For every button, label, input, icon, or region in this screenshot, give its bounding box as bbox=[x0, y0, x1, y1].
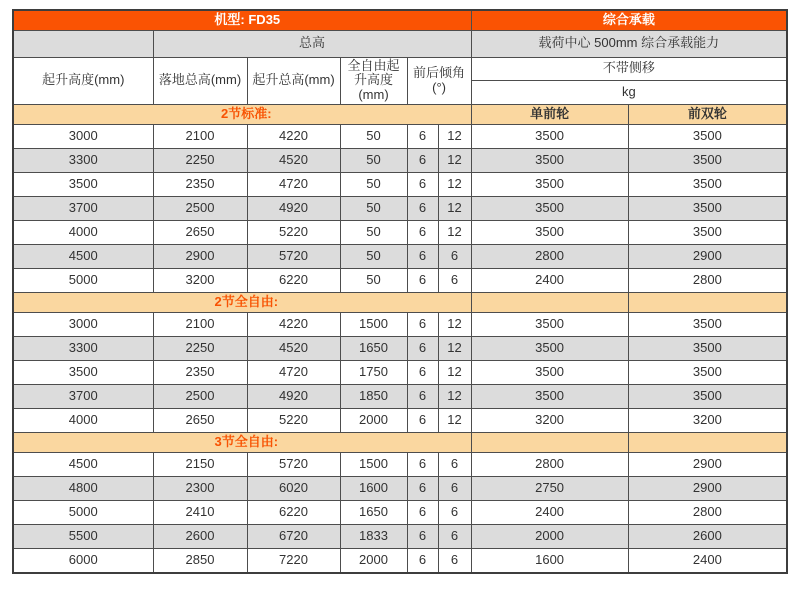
data-cell: 2500 bbox=[153, 385, 247, 409]
data-cell: 3500 bbox=[628, 337, 787, 361]
data-cell: 3500 bbox=[628, 361, 787, 385]
data-cell: 5000 bbox=[13, 501, 153, 525]
wheel-column-header: 前双轮 bbox=[628, 105, 787, 125]
data-cell: 6 bbox=[407, 269, 438, 293]
data-cell: 2900 bbox=[628, 245, 787, 269]
extended-height-header: 起升总高(mm) bbox=[247, 57, 340, 105]
data-cell: 3500 bbox=[628, 221, 787, 245]
data-cell: 2900 bbox=[153, 245, 247, 269]
data-cell: 2350 bbox=[153, 173, 247, 197]
section-filler-cell bbox=[628, 293, 787, 313]
data-row bbox=[13, 197, 787, 221]
data-cell: 2650 bbox=[153, 409, 247, 433]
data-cell: 12 bbox=[438, 125, 471, 149]
data-cell: 6 bbox=[407, 477, 438, 501]
data-cell: 3300 bbox=[13, 337, 153, 361]
data-cell: 6 bbox=[407, 501, 438, 525]
data-cell: 50 bbox=[340, 221, 407, 245]
data-row bbox=[13, 409, 787, 433]
data-cell: 6720 bbox=[247, 525, 340, 549]
data-cell: 6 bbox=[407, 173, 438, 197]
data-cell: 12 bbox=[438, 197, 471, 221]
data-cell: 7220 bbox=[247, 549, 340, 573]
column-header-row bbox=[13, 57, 787, 81]
data-cell: 3500 bbox=[471, 221, 628, 245]
data-cell: 3500 bbox=[471, 173, 628, 197]
data-cell: 6 bbox=[438, 245, 471, 269]
data-cell: 6 bbox=[407, 549, 438, 573]
data-cell: 3700 bbox=[13, 385, 153, 409]
data-cell: 1650 bbox=[340, 337, 407, 361]
data-cell: 3500 bbox=[471, 313, 628, 337]
total-height-header: 总高 bbox=[153, 30, 471, 57]
data-cell: 3200 bbox=[471, 409, 628, 433]
data-cell: 6 bbox=[407, 245, 438, 269]
data-cell: 2250 bbox=[153, 337, 247, 361]
data-cell: 12 bbox=[438, 221, 471, 245]
data-cell: 2250 bbox=[153, 149, 247, 173]
model-title: 机型: FD35 bbox=[13, 10, 471, 30]
section-header-row bbox=[13, 433, 787, 453]
data-cell: 2410 bbox=[153, 501, 247, 525]
data-cell: 6 bbox=[407, 337, 438, 361]
data-cell: 4920 bbox=[247, 385, 340, 409]
section-filler-cell bbox=[471, 433, 628, 453]
spec-table bbox=[12, 9, 788, 574]
combined-load-title: 综合承载 bbox=[471, 10, 787, 30]
data-cell: 5000 bbox=[13, 269, 153, 293]
data-cell: 3200 bbox=[153, 269, 247, 293]
data-row bbox=[13, 501, 787, 525]
data-cell: 4920 bbox=[247, 197, 340, 221]
data-cell: 50 bbox=[340, 245, 407, 269]
data-cell: 4220 bbox=[247, 125, 340, 149]
data-cell: 3000 bbox=[13, 313, 153, 337]
data-cell: 1500 bbox=[340, 313, 407, 337]
data-cell: 3500 bbox=[13, 361, 153, 385]
data-cell: 2400 bbox=[471, 501, 628, 525]
data-cell: 3500 bbox=[471, 385, 628, 409]
data-cell: 2800 bbox=[471, 453, 628, 477]
data-cell: 4000 bbox=[13, 221, 153, 245]
data-cell: 2150 bbox=[153, 453, 247, 477]
data-cell: 2000 bbox=[340, 549, 407, 573]
data-cell: 4720 bbox=[247, 361, 340, 385]
data-cell: 2900 bbox=[628, 453, 787, 477]
data-cell: 2400 bbox=[471, 269, 628, 293]
data-cell: 1500 bbox=[340, 453, 407, 477]
data-cell: 50 bbox=[340, 125, 407, 149]
data-cell: 2800 bbox=[628, 501, 787, 525]
data-cell: 12 bbox=[438, 149, 471, 173]
data-cell: 6 bbox=[407, 125, 438, 149]
data-cell: 2600 bbox=[153, 525, 247, 549]
data-cell: 6 bbox=[438, 269, 471, 293]
free-lift-height-header: 全自由起升高度(mm) bbox=[340, 57, 407, 105]
data-row bbox=[13, 313, 787, 337]
data-cell: 3500 bbox=[628, 173, 787, 197]
data-cell: 3500 bbox=[628, 125, 787, 149]
section-header-row bbox=[13, 105, 787, 125]
data-cell: 6 bbox=[407, 197, 438, 221]
data-cell: 6 bbox=[407, 361, 438, 385]
data-row bbox=[13, 525, 787, 549]
data-cell: 2100 bbox=[153, 125, 247, 149]
no-sideshift-header: 不带侧移 bbox=[471, 57, 787, 81]
data-row bbox=[13, 453, 787, 477]
data-cell: 2800 bbox=[628, 269, 787, 293]
data-cell: 5720 bbox=[247, 453, 340, 477]
data-row bbox=[13, 477, 787, 501]
data-cell: 6 bbox=[407, 149, 438, 173]
data-cell: 2000 bbox=[340, 409, 407, 433]
data-cell: 3500 bbox=[628, 313, 787, 337]
data-row bbox=[13, 361, 787, 385]
data-cell: 4500 bbox=[13, 453, 153, 477]
data-row bbox=[13, 245, 787, 269]
table-body bbox=[13, 10, 787, 573]
section-header-row bbox=[13, 293, 787, 313]
unit-header: kg bbox=[471, 81, 787, 105]
data-cell: 2850 bbox=[153, 549, 247, 573]
data-cell: 3500 bbox=[628, 385, 787, 409]
data-cell: 12 bbox=[438, 337, 471, 361]
group-header-row bbox=[13, 30, 787, 57]
data-row bbox=[13, 549, 787, 573]
brand-row bbox=[13, 10, 787, 30]
data-cell: 4520 bbox=[247, 337, 340, 361]
data-cell: 3500 bbox=[471, 149, 628, 173]
data-cell: 2350 bbox=[153, 361, 247, 385]
data-row bbox=[13, 125, 787, 149]
data-cell: 1850 bbox=[340, 385, 407, 409]
data-cell: 3300 bbox=[13, 149, 153, 173]
load-center-header: 载荷中心 500mm 综合承载能力 bbox=[471, 30, 787, 57]
data-row bbox=[13, 269, 787, 293]
data-cell: 12 bbox=[438, 385, 471, 409]
data-cell: 3200 bbox=[628, 409, 787, 433]
data-cell: 3500 bbox=[471, 197, 628, 221]
data-cell: 5220 bbox=[247, 409, 340, 433]
data-cell: 6 bbox=[407, 409, 438, 433]
data-cell: 6000 bbox=[13, 549, 153, 573]
data-cell: 50 bbox=[340, 173, 407, 197]
data-cell: 3500 bbox=[628, 197, 787, 221]
data-cell: 6 bbox=[407, 525, 438, 549]
data-cell: 1600 bbox=[471, 549, 628, 573]
data-cell: 5220 bbox=[247, 221, 340, 245]
data-cell: 3500 bbox=[471, 361, 628, 385]
data-cell: 3500 bbox=[13, 173, 153, 197]
data-cell: 1833 bbox=[340, 525, 407, 549]
data-cell: 1750 bbox=[340, 361, 407, 385]
data-cell: 50 bbox=[340, 149, 407, 173]
data-cell: 2000 bbox=[471, 525, 628, 549]
section-title: 2节全自由: bbox=[13, 293, 471, 313]
section-filler-cell bbox=[471, 293, 628, 313]
section-title: 3节全自由: bbox=[13, 433, 471, 453]
data-cell: 3700 bbox=[13, 197, 153, 221]
data-cell: 1600 bbox=[340, 477, 407, 501]
data-row bbox=[13, 221, 787, 245]
data-cell: 3500 bbox=[628, 149, 787, 173]
data-cell: 4720 bbox=[247, 173, 340, 197]
data-row bbox=[13, 149, 787, 173]
data-cell: 6 bbox=[407, 453, 438, 477]
data-cell: 2300 bbox=[153, 477, 247, 501]
data-cell: 2600 bbox=[628, 525, 787, 549]
data-cell: 6 bbox=[438, 549, 471, 573]
data-cell: 6 bbox=[438, 477, 471, 501]
empty-corner-cell bbox=[13, 30, 153, 57]
data-cell: 12 bbox=[438, 173, 471, 197]
data-cell: 50 bbox=[340, 269, 407, 293]
data-cell: 2500 bbox=[153, 197, 247, 221]
data-cell: 2650 bbox=[153, 221, 247, 245]
data-cell: 4220 bbox=[247, 313, 340, 337]
data-cell: 4520 bbox=[247, 149, 340, 173]
data-cell: 4000 bbox=[13, 409, 153, 433]
data-cell: 6220 bbox=[247, 501, 340, 525]
data-cell: 5720 bbox=[247, 245, 340, 269]
data-cell: 2750 bbox=[471, 477, 628, 501]
data-cell: 3500 bbox=[471, 337, 628, 361]
data-cell: 6 bbox=[438, 525, 471, 549]
data-cell: 6 bbox=[438, 453, 471, 477]
data-cell: 5500 bbox=[13, 525, 153, 549]
data-cell: 2100 bbox=[153, 313, 247, 337]
data-row bbox=[13, 385, 787, 409]
data-cell: 2900 bbox=[628, 477, 787, 501]
section-filler-cell bbox=[628, 433, 787, 453]
data-cell: 3500 bbox=[471, 125, 628, 149]
tilt-angle-header: 前后倾角 (°) bbox=[407, 57, 471, 105]
data-cell: 6020 bbox=[247, 477, 340, 501]
data-cell: 12 bbox=[438, 361, 471, 385]
data-cell: 3000 bbox=[13, 125, 153, 149]
wheel-column-header: 单前轮 bbox=[471, 105, 628, 125]
data-cell: 12 bbox=[438, 313, 471, 337]
data-row bbox=[13, 173, 787, 197]
lift-height-header: 起升高度(mm) bbox=[13, 57, 153, 105]
data-cell: 6 bbox=[407, 221, 438, 245]
data-cell: 12 bbox=[438, 409, 471, 433]
data-cell: 50 bbox=[340, 197, 407, 221]
data-cell: 2800 bbox=[471, 245, 628, 269]
forklift-spec-table bbox=[12, 9, 788, 574]
data-row bbox=[13, 337, 787, 361]
data-cell: 4800 bbox=[13, 477, 153, 501]
data-cell: 1650 bbox=[340, 501, 407, 525]
data-cell: 6220 bbox=[247, 269, 340, 293]
data-cell: 2400 bbox=[628, 549, 787, 573]
data-cell: 6 bbox=[407, 385, 438, 409]
lowered-height-header: 落地总高(mm) bbox=[153, 57, 247, 105]
section-title: 2节标准: bbox=[13, 105, 471, 125]
data-cell: 6 bbox=[438, 501, 471, 525]
data-cell: 6 bbox=[407, 313, 438, 337]
data-cell: 4500 bbox=[13, 245, 153, 269]
